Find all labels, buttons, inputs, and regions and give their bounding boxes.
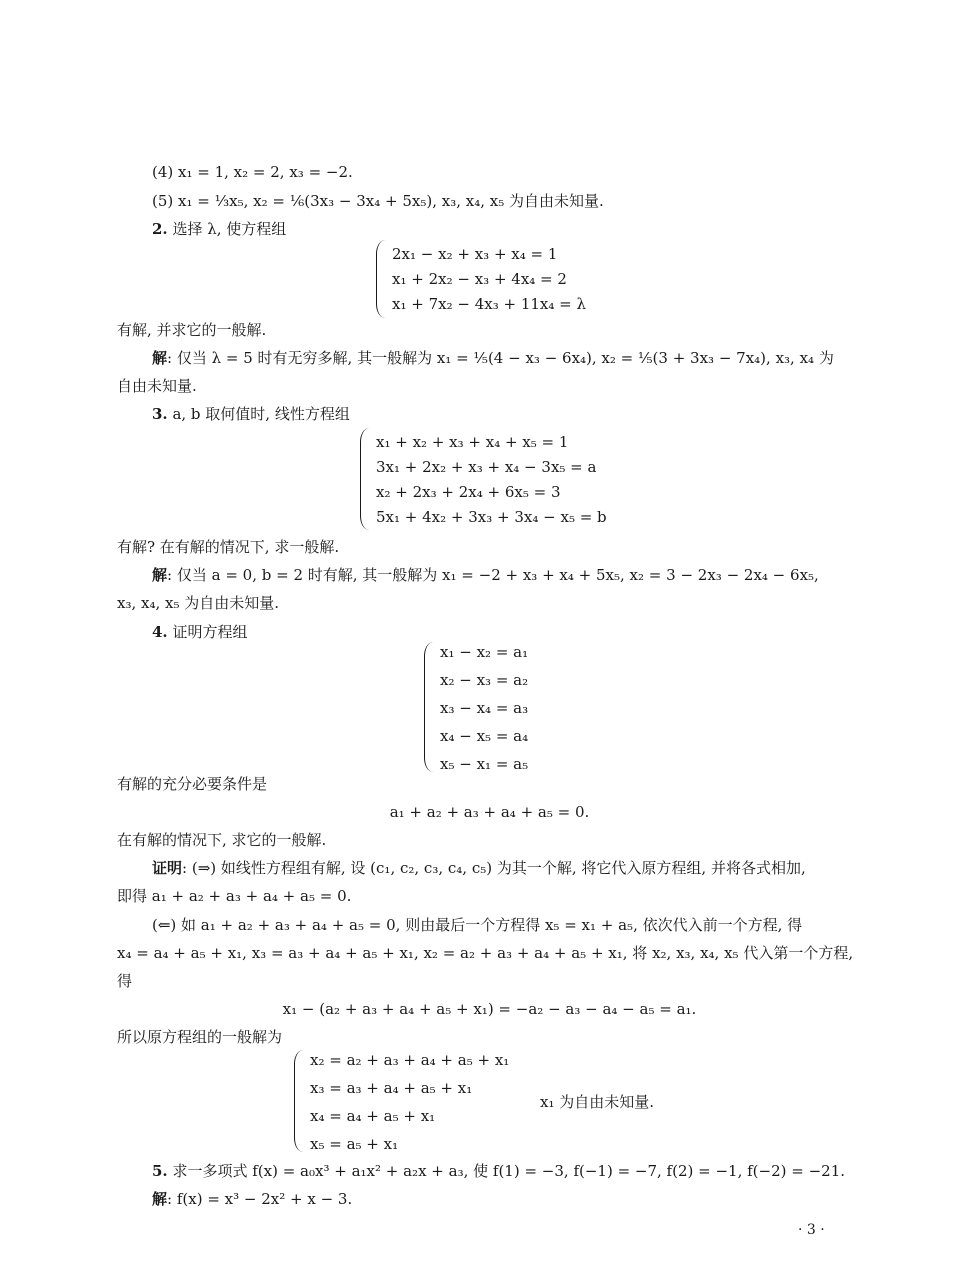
proof-forward-cont: 即得 a₁ + a₂ + a₃ + a₄ + a₅ = 0. — [117, 887, 352, 905]
equation: x₃ = a₃ + a₄ + a₅ + x₁ — [310, 1079, 473, 1097]
condition-equation: a₁ + a₂ + a₃ + a₄ + a₅ = 0. — [389, 803, 590, 821]
general-solution-intro: 所以原方程组的一般解为 — [117, 1028, 283, 1046]
solution-line-4: (4) x₁ = 1, x₂ = 2, x₃ = −2. — [152, 163, 353, 181]
answer-label: 解 — [152, 349, 168, 367]
answer-2-text: : 仅当 λ = 5 时有无穷多解, 其一般解为 x₁ = ⅕(4 − x₃ − 6x₄), x₂ = ⅕(3 + 3x₃ − 7x₄), x₃, x₄ 为 — [167, 349, 834, 367]
equation: x₄ − x₅ = a₄ — [440, 727, 529, 745]
answer-5 — [152, 1189, 352, 1209]
equation: x₁ + 7x₂ − 4x₃ + 11x₄ = λ — [392, 295, 586, 313]
equation: x₂ − x₃ = a₂ — [440, 671, 529, 689]
problem-2-heading — [152, 219, 286, 239]
equation: x₅ − x₁ = a₅ — [440, 755, 529, 773]
equation: 5x₁ + 4x₂ + 3x₃ + 3x₄ − x₅ = b — [376, 508, 607, 526]
general-solution-system — [294, 1050, 524, 1152]
proof-backward-cont-2: 得 — [117, 972, 133, 990]
problem-3-heading — [152, 404, 350, 424]
problem-4-tail: 有解的充分必要条件是 — [117, 775, 268, 793]
answer-3 — [152, 565, 819, 585]
equation: 2x₁ − x₂ + x₃ + x₄ = 1 — [392, 245, 558, 263]
proof-label: 证明 — [152, 859, 183, 877]
answer-label: 解 — [152, 566, 168, 584]
problem-4-tail-2: 在有解的情况下, 求它的一般解. — [117, 831, 327, 849]
equation-system-4 — [424, 642, 554, 772]
page-number: · 3 · — [798, 1222, 825, 1238]
problem-5-heading — [152, 1161, 845, 1181]
equation: x₁ + 2x₂ − x₃ + 4x₄ = 2 — [392, 270, 567, 288]
answer-3-cont: x₃, x₄, x₅ 为自由未知量. — [117, 594, 280, 612]
answer-label: 解 — [152, 1190, 168, 1208]
answer-5-text: : f(x) = x³ − 2x² + x − 3. — [167, 1190, 353, 1208]
left-brace — [294, 1050, 304, 1152]
equation: x₃ − x₄ = a₃ — [440, 699, 529, 717]
equation: 3x₁ + 2x₂ + x₃ + x₄ − 3x₅ = a — [376, 458, 597, 476]
left-brace — [360, 428, 370, 530]
problem-2-text: 选择 λ, 使方程组 — [172, 220, 287, 238]
problem-4-number: 4. — [152, 623, 168, 641]
problem-3-number: 3. — [152, 405, 168, 423]
equation: x₅ = a₅ + x₁ — [310, 1135, 399, 1153]
proof-backward-cont: x₄ = a₄ + a₅ + x₁, x₃ = a₃ + a₄ + a₅ + x₁, x₂ = a₂ + a₃ + a₄ + a₅ + x₁, 将 x₂, x₃, x₄, x₅ 代入第一个方程, — [117, 944, 854, 962]
problem-4-heading — [152, 622, 247, 642]
equation: x₂ = a₂ + a₃ + a₄ + a₅ + x₁ — [310, 1051, 510, 1069]
derived-equation: x₁ − (a₂ + a₃ + a₄ + a₅ + x₁) = −a₂ − a₃ − a₄ − a₅ = a₁. — [282, 1000, 697, 1018]
answer-3-text: : 仅当 a = 0, b = 2 时有解, 其一般解为 x₁ = −2 + x₃ + x₄ + 5x₅, x₂ = 3 − 2x₃ − 2x₄ − 6x₅, — [167, 566, 819, 584]
left-brace — [424, 642, 434, 772]
problem-3-text: a, b 取何值时, 线性方程组 — [172, 405, 350, 423]
problem-4-text: 证明方程组 — [172, 623, 248, 641]
answer-2 — [152, 348, 834, 368]
equation: x₁ + x₂ + x₃ + x₄ + x₅ = 1 — [376, 433, 569, 451]
problem-5-number: 5. — [152, 1162, 168, 1180]
solution-line-5: (5) x₁ = ⅓x₅, x₂ = ⅙(3x₃ − 3x₄ + 5x₅), x₃, x₄, x₅ 为自由未知量. — [152, 192, 604, 210]
left-brace — [376, 240, 386, 318]
equation: x₂ + 2x₃ + 2x₄ + 6x₅ = 3 — [376, 483, 561, 501]
problem-3-tail: 有解? 在有解的情况下, 求一般解. — [117, 538, 340, 556]
problem-5-text: 求一多项式 f(x) = a₀x³ + a₁x² + a₂x + a₃, 使 f(1) = −3, f(−1) = −7, f(2) = −1, f(−2) = −21. — [172, 1162, 846, 1180]
free-variable-note: x₁ 为自由未知量. — [540, 1093, 655, 1111]
proof-backward: (⇐) 如 a₁ + a₂ + a₃ + a₄ + a₅ = 0, 则由最后一个方程得 x₅ = x₁ + a₅, 依次代入前一个方程, 得 — [152, 916, 803, 934]
equation: x₄ = a₄ + a₅ + x₁ — [310, 1107, 436, 1125]
proof-forward — [152, 858, 806, 878]
answer-2-cont: 自由未知量. — [117, 377, 197, 395]
equation: x₁ − x₂ = a₁ — [440, 643, 529, 661]
problem-2-tail: 有解, 并求它的一般解. — [117, 321, 267, 339]
equation-system-2 — [376, 240, 606, 318]
equation-system-3 — [360, 428, 610, 530]
proof-forward-text: : (⇒) 如线性方程组有解, 设 (c₁, c₂, c₃, c₄, c₅) 为其一个解, 将它代入原方程组, 并将各式相加, — [182, 859, 806, 877]
problem-2-number: 2. — [152, 220, 168, 238]
